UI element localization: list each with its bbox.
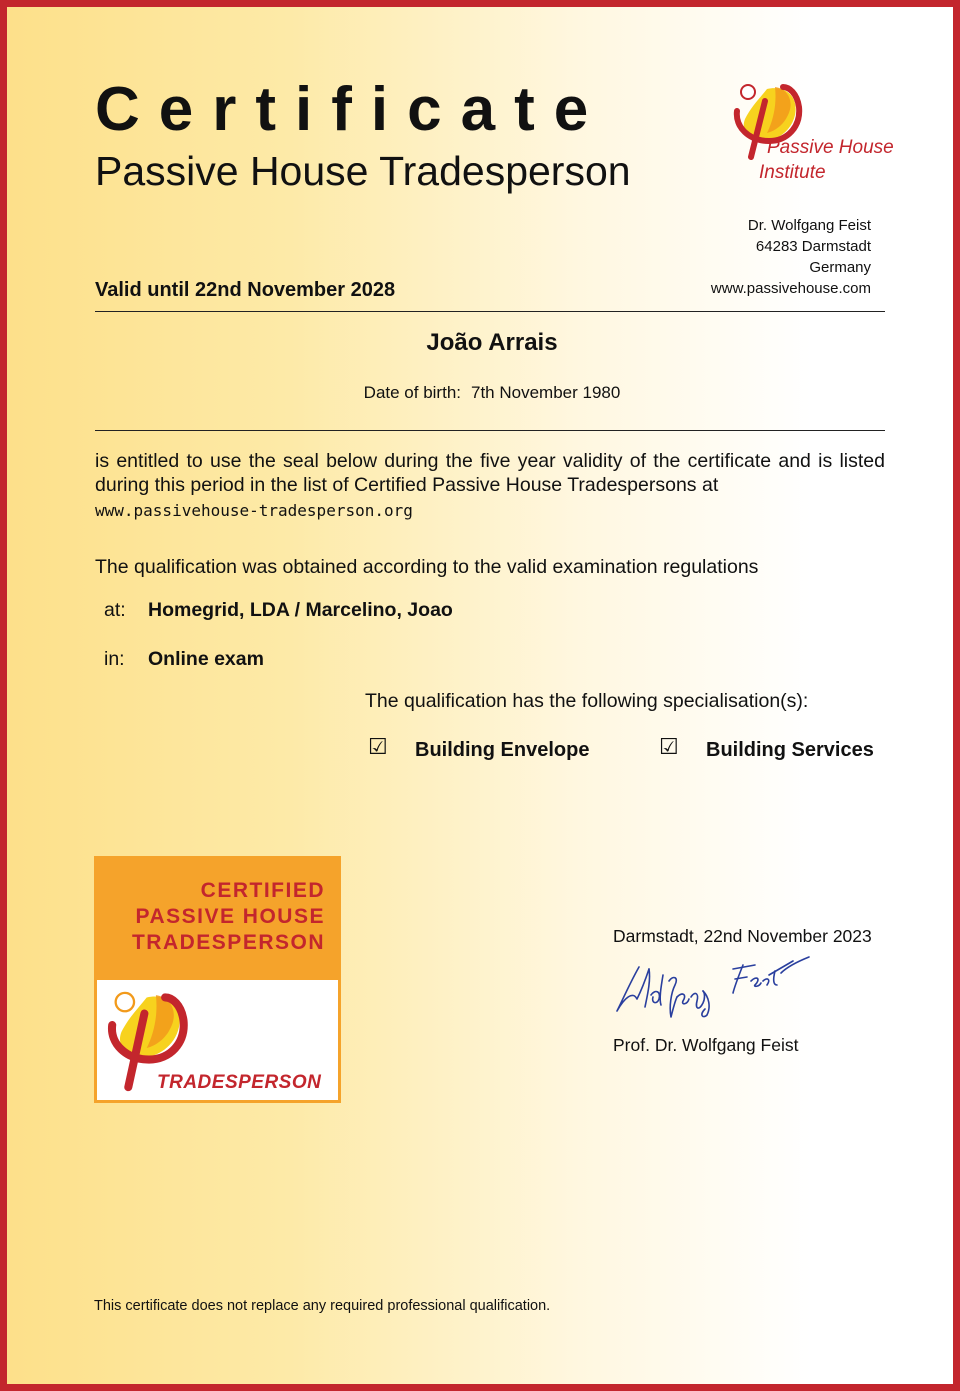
certificate-subtitle: Passive House Tradesperson [95, 148, 631, 194]
specialisations-intro: The qualification has the following specialisation(s): [365, 690, 809, 712]
address-line: Dr. Wolfgang Feist [747, 217, 871, 234]
seal-line: TRADESPERSON [131, 931, 325, 954]
register-url: www.passivehouse-tradesperson.org [95, 501, 413, 520]
address-line: Germany [809, 259, 871, 276]
seal-line: CERTIFIED [200, 879, 325, 902]
dob-label: Date of birth: [363, 383, 461, 402]
logo-text-line-1: Passive House [767, 137, 894, 158]
seal-header [94, 856, 341, 980]
handwritten-signature-icon [611, 951, 811, 1021]
address-website: www.passivehouse.com [710, 280, 871, 297]
divider [95, 311, 885, 312]
signer-name: Prof. Dr. Wolfgang Feist [613, 1035, 799, 1055]
place-and-date: Darmstadt, 22nd November 2023 [613, 926, 872, 946]
dob-value: 7th November 1980 [471, 383, 621, 402]
seal-text [132, 878, 325, 956]
address-line: 64283 Darmstadt [755, 238, 871, 255]
entitlement-paragraph: is entitled to use the seal below during the five year validity of the certificate and is listed during this period in the list of Certified Passive House Tradespersons at [95, 450, 885, 496]
in-label: in: [104, 648, 125, 670]
date-of-birth [95, 383, 889, 403]
checkbox-checked-icon: ☑ [659, 734, 679, 759]
exam-mode: Online exam [148, 648, 264, 670]
checkbox-checked-icon: ☑ [368, 734, 388, 759]
disclaimer: This certificate does not replace any required professional qualification. [94, 1298, 551, 1314]
validity-statement: Valid until 22nd November 2028 [95, 279, 396, 301]
tradesperson-seal [94, 856, 341, 1103]
exam-provider: Homegrid, LDA / Marcelino, Joao [148, 599, 453, 621]
qualification-intro: The qualification was obtained according to the valid examination regulations [95, 556, 759, 578]
specialisation-building-services: Building Services [706, 739, 874, 761]
seal-line: PASSIVE HOUSE [135, 905, 325, 928]
divider [95, 430, 885, 431]
certificate-title: Certificate [95, 75, 608, 144]
institute-address [711, 215, 871, 299]
seal-tradesperson-label: TRADESPERSON [157, 1072, 322, 1093]
at-label: at: [104, 599, 126, 621]
holder-name: João Arrais [426, 329, 558, 356]
institute-logo-text [759, 135, 894, 185]
logo-text-line-2: Institute [759, 162, 826, 183]
seal-body [97, 980, 338, 1100]
specialisation-building-envelope: Building Envelope [415, 739, 590, 761]
